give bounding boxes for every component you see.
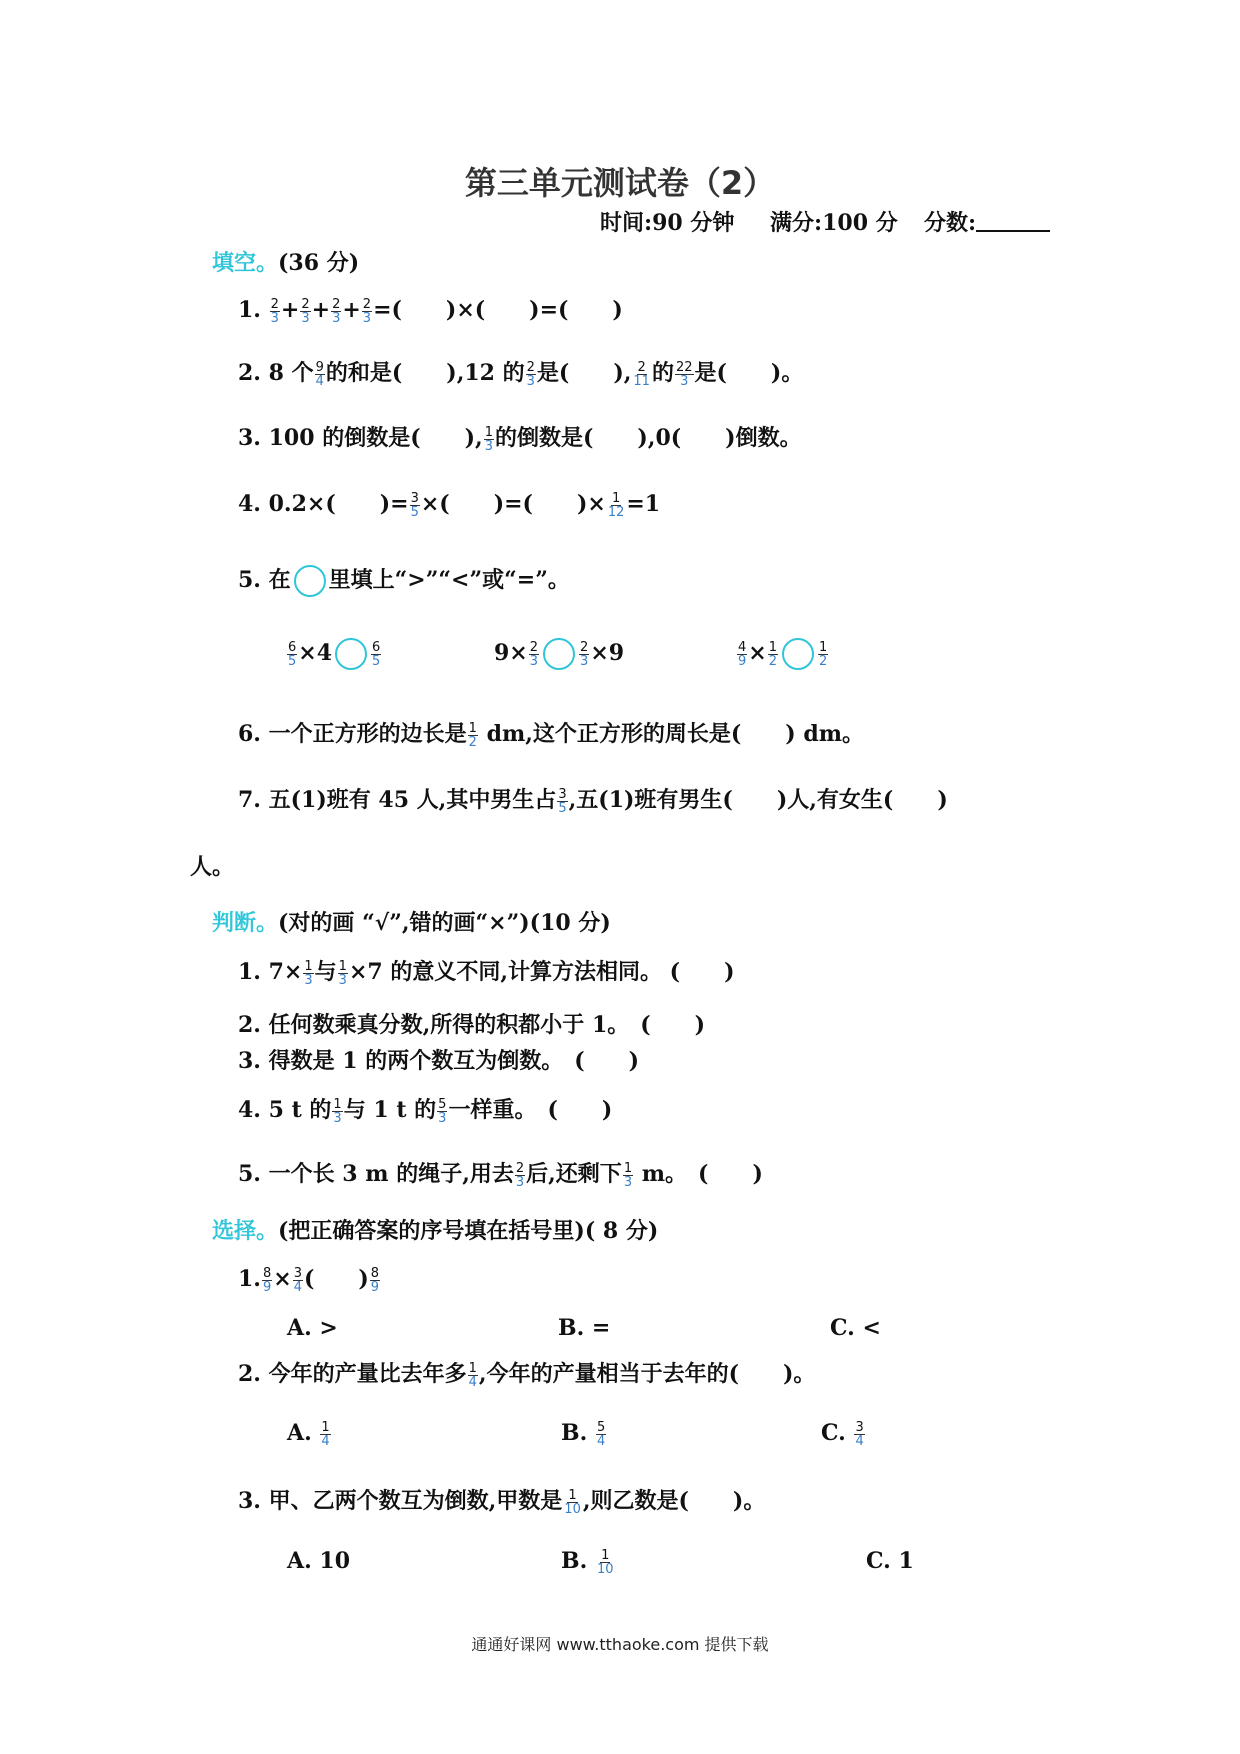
fill-q6 [238, 717, 864, 749]
fraction: $\frac{3}{5}$ [410, 490, 419, 520]
fraction: $\frac{8}{9}$ [370, 1265, 380, 1295]
choice-q3 [238, 1484, 765, 1516]
choice-q2-option-b[interactable]: B. $\frac{5}{4}$ [561, 1419, 606, 1449]
choice-q2 [238, 1357, 815, 1389]
section-fill-tail: (36 分) [278, 250, 360, 276]
choice-q3-option-a[interactable]: A. 10 [287, 1548, 351, 1574]
fraction: $\frac{6}{5}$ [372, 639, 381, 669]
q-text: 6. 一个正方形的边长是 [238, 721, 467, 747]
judge-q1 [238, 955, 735, 987]
judge-q3: 3. 得数是 1 的两个数互为倒数。 ( ) [238, 1048, 640, 1074]
fraction: $\frac{2}{3}$ [580, 639, 589, 669]
q-text: dm,这个正方形的周长是( ) dm。 [478, 721, 865, 747]
q-text: 4. 0.2×( )= [238, 491, 409, 517]
q-text: 与 [314, 959, 337, 985]
q-text: ,今年的产量相当于去年的( )。 [478, 1361, 816, 1387]
time-info: 时间:90 分钟 [600, 210, 735, 236]
fraction: $\frac{1}{2}$ [468, 720, 477, 750]
choice-q3-option-c[interactable]: C. 1 [866, 1548, 914, 1574]
fraction: $\frac{2}{11}$ [633, 359, 650, 389]
fraction: $\frac{1}{2}$ [768, 639, 777, 669]
fraction: $\frac{3}{4}$ [855, 1419, 864, 1449]
fraction: $\frac{1}{3}$ [333, 1096, 342, 1126]
judge-q4 [238, 1093, 612, 1125]
q-text: 里填上“>”“<”或“=”。 [328, 567, 570, 593]
score-label: 分数: [924, 210, 977, 236]
fraction: $\frac{2}{3}$ [332, 296, 341, 326]
footer-download-note: 通通好课网 www.tthaoke.com 提供下载 [471, 1635, 769, 1654]
section-fill [212, 246, 359, 277]
fraction: $\frac{8}{9}$ [262, 1265, 272, 1295]
section-judge [212, 906, 611, 937]
score-blank [976, 208, 1050, 232]
choice-q2-option-c[interactable]: C. $\frac{3}{4}$ [821, 1419, 864, 1449]
q-text: 后,还剩下 [526, 1161, 622, 1187]
q-text: 1. [238, 1266, 261, 1292]
q-text: ,五(1)班有男生( )人,有女生( ) [568, 787, 948, 813]
q-text: 是( )。 [694, 360, 804, 386]
fraction: $\frac{1}{3}$ [484, 424, 493, 454]
section-choice [212, 1214, 658, 1245]
q-text: 3. 100 的倒数是( ), [238, 425, 483, 451]
score-field [924, 206, 1050, 237]
q-text: 1. 7× [238, 959, 303, 985]
q-text: =1 [626, 491, 661, 517]
choice-q2-option-a[interactable]: A. $\frac{1}{4}$ [287, 1419, 330, 1449]
fraction: $\frac{22}{3}$ [675, 359, 693, 389]
section-choice-tail: (把正确答案的序号填在括号里)( 8 分) [278, 1218, 659, 1244]
fill-q1: 1. $\frac{2}{3}$ + $\frac{2}{3}$ + $\frac{2}{3}$ + $\frac{2}{3}$ =( )×( )=( ) [238, 296, 623, 326]
q-text: 5. 一个长 3 m 的绳子,用去 [238, 1161, 514, 1187]
page-title: 第三单元测试卷（2） [464, 164, 776, 202]
choice-q1-option-a[interactable]: A. > [287, 1315, 338, 1341]
q-text: m。 ( ) [634, 1161, 763, 1187]
compare-circle[interactable] [782, 638, 814, 670]
q-text: 3. 甲、乙两个数互为倒数,甲数是 [238, 1488, 563, 1514]
q-text: 一样重。 ( ) [448, 1097, 613, 1123]
fraction: $\frac{1}{2}$ [819, 639, 828, 669]
fill-q3 [238, 421, 802, 453]
q-text: 是( ), [536, 360, 632, 386]
fill-q2 [238, 356, 803, 388]
fill-q5-expr-2: 9× $\frac{2}{3}$ $\frac{2}{3}$ ×9 [494, 639, 625, 669]
section-judge-head: 判断。 [212, 910, 279, 936]
q-text: ,则乙数是( )。 [582, 1488, 766, 1514]
fill-q4 [238, 487, 660, 519]
compare-circle[interactable] [294, 565, 326, 597]
fraction: $\frac{2}{3}$ [301, 296, 310, 326]
compare-circle[interactable] [543, 638, 575, 670]
fraction: $\frac{1}{4}$ [468, 1360, 477, 1390]
fraction: $\frac{5}{4}$ [596, 1419, 606, 1449]
choice-q3-option-b[interactable]: B. $\frac{1}{10}$ [561, 1547, 614, 1577]
q-text: 的和是( ),12 的 [325, 360, 525, 386]
fraction: $\frac{2}{3}$ [529, 639, 539, 669]
fraction: $\frac{1}{3}$ [338, 958, 347, 988]
fraction: $\frac{1}{3}$ [623, 1160, 633, 1190]
q-text: 5. 在 [238, 567, 291, 593]
fraction: $\frac{3}{5}$ [558, 786, 567, 816]
judge-q5 [238, 1157, 763, 1189]
full-score-info: 满分:100 分 [770, 210, 898, 236]
q-text: ×7 的意义不同,计算方法相同。 ( ) [348, 959, 735, 985]
fraction: $\frac{1}{10}$ [564, 1487, 581, 1517]
q-text: 的倒数是( ),0( )倒数。 [494, 425, 802, 451]
fraction: $\frac{1}{12}$ [607, 490, 625, 520]
q-text: 2. 8 个 [238, 360, 314, 386]
fill-q5 [238, 563, 570, 597]
section-judge-tail: (对的画 “√”,错的画“×”)(10 分) [278, 910, 611, 936]
fraction: $\frac{6}{5}$ [288, 639, 297, 669]
fill-q7 [238, 783, 948, 815]
q-text: ×( )=( )× [420, 491, 606, 517]
fill-q5-expr-3: $\frac{4}{9}$ × $\frac{1}{2}$ $\frac{1}{2}$ [738, 639, 828, 669]
section-choice-head: 选择。 [212, 1218, 279, 1244]
fraction: $\frac{2}{3}$ [270, 296, 279, 326]
compare-circle[interactable] [335, 638, 367, 670]
choice-q1: 1. $\frac{8}{9}$ × $\frac{3}{4}$ ( ) $\frac{8}{9}$ [238, 1265, 380, 1295]
fraction: $\frac{2}{3}$ [362, 296, 372, 326]
q-text: 1. [238, 297, 261, 323]
q-text: 4. 5 t 的 [238, 1097, 332, 1123]
q-text: 7. 五(1)班有 45 人,其中男生占 [238, 787, 557, 813]
choice-q1-option-b[interactable]: B. = [558, 1315, 611, 1341]
q-text: 与 1 t 的 [343, 1097, 437, 1123]
fraction: $\frac{2}{3}$ [515, 1160, 525, 1190]
judge-q2: 2. 任何数乘真分数,所得的积都小于 1。 ( ) [238, 1012, 706, 1038]
fraction: $\frac{1}{3}$ [304, 958, 313, 988]
fill-q7-cont: 人。 [190, 854, 235, 880]
section-fill-head: 填空。 [212, 250, 279, 276]
fraction: $\frac{2}{3}$ [526, 359, 535, 389]
q-text: 的 [651, 360, 674, 386]
fraction: $\frac{9}{4}$ [315, 359, 324, 389]
fill-q5-expr-1: $\frac{6}{5}$ ×4 $\frac{6}{5}$ [288, 639, 381, 669]
fraction: $\frac{1}{10}$ [596, 1547, 614, 1577]
q-text: 2. 今年的产量比去年多 [238, 1361, 467, 1387]
fraction: $\frac{4}{9}$ [738, 639, 747, 669]
fraction: $\frac{1}{4}$ [321, 1419, 330, 1449]
fraction: $\frac{3}{4}$ [293, 1265, 302, 1295]
q-text: =( )×( )=( ) [373, 297, 623, 323]
fraction: $\frac{5}{3}$ [438, 1096, 447, 1126]
choice-q1-option-c[interactable]: C. < [830, 1315, 881, 1341]
